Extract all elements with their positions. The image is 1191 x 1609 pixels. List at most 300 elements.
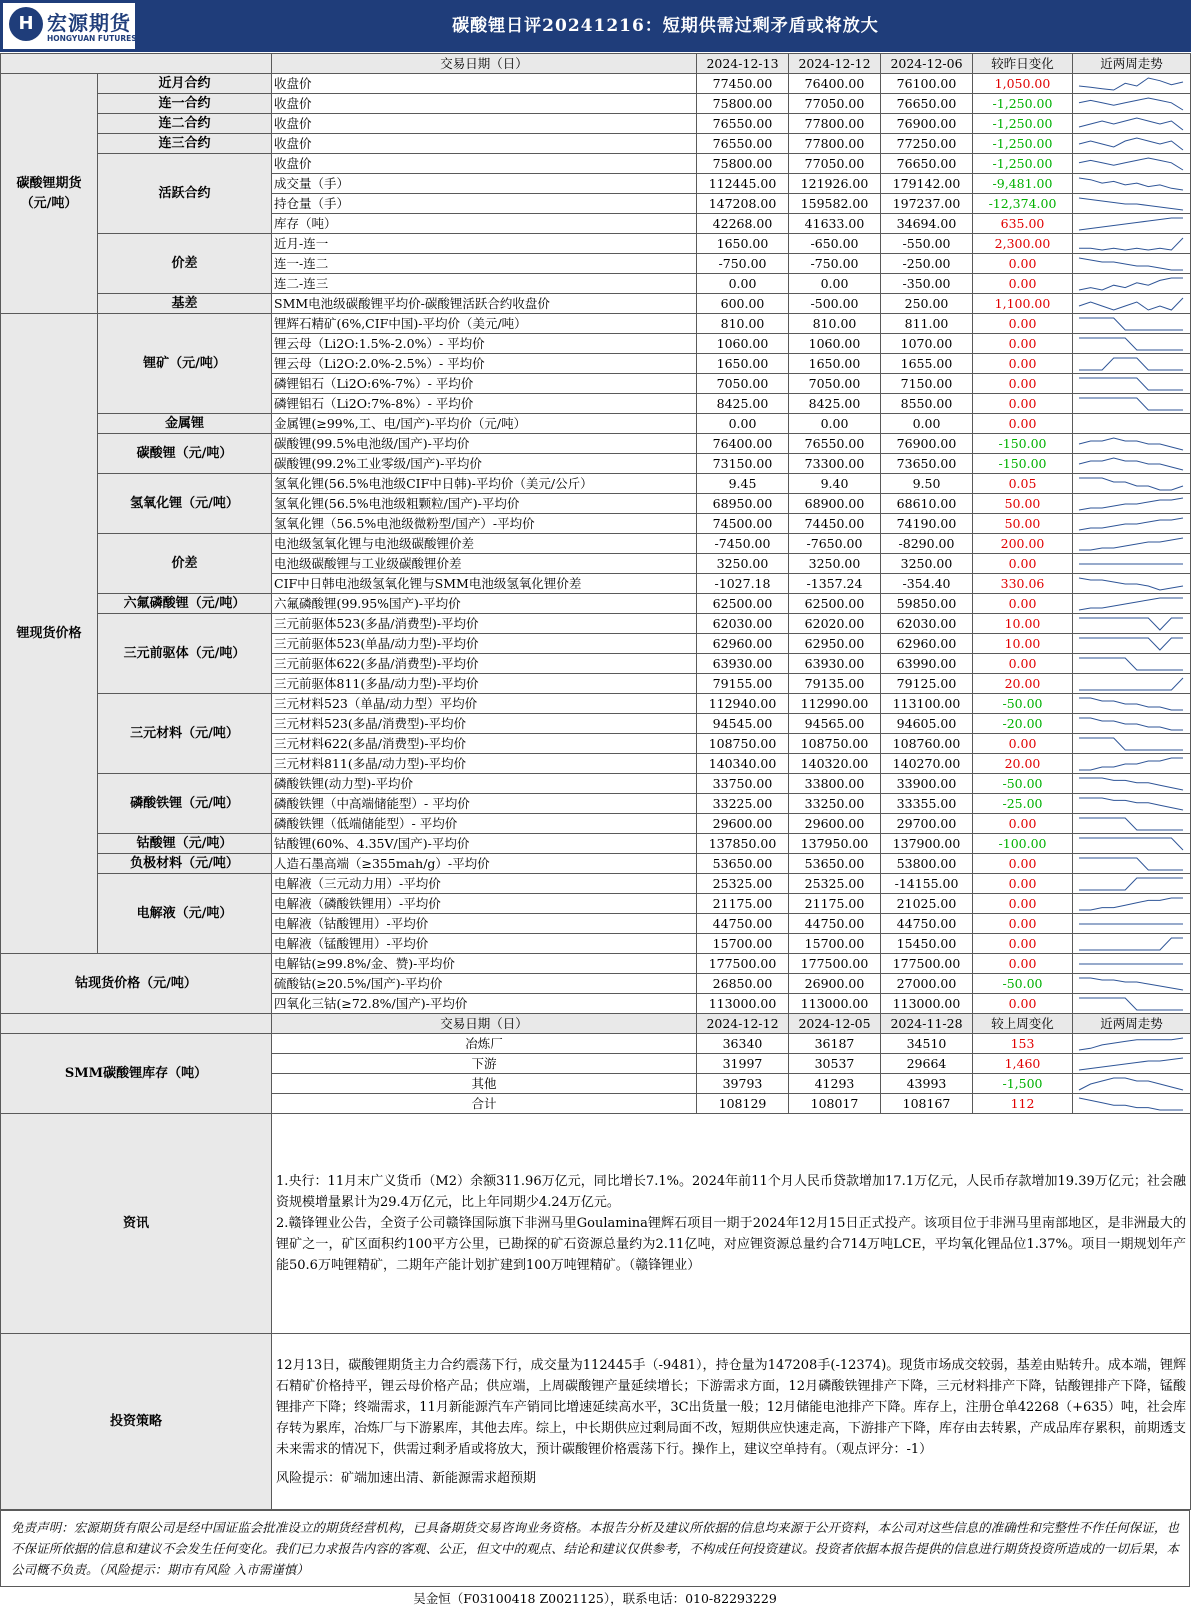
sparkline-chart — [1073, 415, 1189, 433]
value-cell: 25325.00 — [789, 874, 881, 894]
trend-sparkline — [1073, 814, 1191, 834]
value-cell: 44750.00 — [697, 914, 789, 934]
sparkline-chart — [1073, 675, 1189, 693]
trend-sparkline — [1073, 734, 1191, 754]
trend-sparkline — [1073, 134, 1191, 154]
risk-warning: 风险提示：矿端加速出清、新能源需求超预期 — [276, 1470, 537, 1486]
sparkline-chart — [1073, 155, 1189, 173]
sparkline-line — [1079, 198, 1183, 210]
sparkline-line — [1079, 478, 1183, 490]
sparkline-chart — [1073, 655, 1189, 673]
value-cell: 8425.00 — [697, 394, 789, 414]
value-cell: 108017 — [789, 1094, 881, 1114]
value-cell: 3250.00 — [881, 554, 973, 574]
trend-sparkline — [1073, 254, 1191, 274]
value-cell: 1650.00 — [697, 234, 789, 254]
value-cell: -750.00 — [789, 254, 881, 274]
footer-contact: 吴金恒（F03100418 Z0021125），联系电话：010-82293229 — [413, 1591, 777, 1606]
value-cell: 179142.00 — [881, 174, 973, 194]
value-cell: 76900.00 — [881, 434, 973, 454]
trend-sparkline — [1073, 94, 1191, 114]
trend-sparkline — [1073, 494, 1191, 514]
table-row — [1, 74, 1191, 94]
logo-chinese-name: 宏源期货 — [47, 11, 131, 35]
sparkline-chart — [1073, 215, 1189, 233]
trend-sparkline — [1073, 514, 1191, 534]
trend-sparkline — [1073, 854, 1191, 874]
sparkline-chart — [1073, 795, 1189, 813]
change-cell: 112 — [973, 1094, 1073, 1114]
table-row — [1, 774, 1191, 794]
group-label: 活跃合约 — [98, 154, 272, 234]
row-description: 锂辉石精矿(6%,CIF中国)-平均价（美元/吨） — [272, 314, 697, 334]
sparkline-chart — [1073, 835, 1189, 853]
trend-sparkline — [1073, 954, 1191, 974]
sparkline-chart — [1073, 815, 1189, 833]
sparkline-chart — [1073, 535, 1189, 553]
sparkline-line — [1079, 98, 1183, 110]
strategy-text: 12月13日，碳酸锂期货主力合约震荡下行，成交量为112445手（-9481），持仓量为147208手(-12374)。现货市场成交较弱，基差由贴转升。成本端，锂辉石精矿价格持平，锂云母价格产品；供应端，上周碳酸锂产量延续增长；下游需求方面，12月磷酸铁锂排产下降，三元材料排产下降，钴酸锂排产下降，锰酸锂排产下降；终端需求，11月新能源汽车产销同比增速延续高水平，3C出货量一般；12月储能电池排产下降。库存上，注册仓单42268（+635）吨，社会库存转为累库，冶炼厂与下游累库，其他去库。综上，中长期供应过剩局面不改，短期供应快速走高，下游排产下降，库存由去转累，产成品库存累积，前期透支未来需求的情况下，供需过剩矛盾或将放大，预计碳酸锂价格震荡下行。操作上，建议空单持有。（观点评分：-1） — [276, 1357, 1187, 1457]
trend-sparkline — [1073, 434, 1191, 454]
sparkline-chart — [1073, 355, 1189, 373]
value-cell: 53650.00 — [697, 854, 789, 874]
sparkline-line — [1079, 1058, 1183, 1070]
value-cell: 31997 — [697, 1054, 789, 1074]
sparkline-chart — [1073, 715, 1189, 733]
change-cell: 0.00 — [973, 914, 1073, 934]
row-description: 其他 — [272, 1074, 697, 1094]
row-description: 人造石墨高端（≥355mah/g）-平均价 — [272, 854, 697, 874]
group-label: 近月合约 — [98, 74, 272, 94]
sparkline-line — [1079, 838, 1183, 850]
row-description: 电解液（钴酸锂用）-平均价 — [272, 914, 697, 934]
sparkline-line — [1079, 998, 1183, 1010]
trend-sparkline — [1073, 114, 1191, 134]
sparkline-line — [1079, 298, 1183, 310]
change-cell: 10.00 — [973, 614, 1073, 634]
value-cell: 33800.00 — [789, 774, 881, 794]
trend-sparkline — [1073, 334, 1191, 354]
trend-sparkline — [1073, 614, 1191, 634]
row-description: 三元材料811(多晶/动力型)-平均价 — [272, 754, 697, 774]
change-cell: -50.00 — [973, 974, 1073, 994]
sparkline-line — [1079, 518, 1183, 530]
value-cell: 112990.00 — [789, 694, 881, 714]
value-cell: 53800.00 — [881, 854, 973, 874]
value-cell: 77450.00 — [697, 74, 789, 94]
sparkline-chart — [1073, 115, 1189, 133]
sparkline-chart — [1073, 755, 1189, 773]
sparkline-line — [1079, 498, 1183, 510]
row-description: 电解液（锰酸锂用）-平均价 — [272, 934, 697, 954]
news-item: 2.赣锋锂业公告，全资子公司赣锋国际旗下非洲马里Goulamina锂辉石项目一期于2024年12月15日正式投产。该项目位于非洲马里南部地区，是非洲最大的锂矿之一，矿区面积约100平方公里，已勘探的矿石资源总量约为2.11亿吨，对应锂资源总量约合714万吨LCE，平均氧化锂品位1.37%。项目一期规划年产能50.6万吨锂精矿，二期年产能计划扩建到100万吨锂精矿。（赣锋锂业） — [276, 1216, 1186, 1273]
value-cell: 3250.00 — [789, 554, 881, 574]
value-cell: 26850.00 — [697, 974, 789, 994]
row-description: 锂云母（Li2O:2.0%-2.5%）- 平均价 — [272, 354, 697, 374]
sparkline-line — [1079, 898, 1183, 910]
trend-sparkline — [1073, 154, 1191, 174]
value-cell: 250.00 — [881, 294, 973, 314]
value-cell: 76400.00 — [789, 74, 881, 94]
value-cell: 7050.00 — [789, 374, 881, 394]
group-label: 六氟磷酸锂（元/吨） — [98, 594, 272, 614]
trend-sparkline — [1073, 234, 1191, 254]
row-description: 硫酸钴(≥20.5%/国产)-平均价 — [272, 974, 697, 994]
value-cell: 94605.00 — [881, 714, 973, 734]
value-cell: 113000.00 — [881, 994, 973, 1014]
header-trend: 近两周走势 — [1073, 1014, 1191, 1034]
group-label: 连三合约 — [98, 134, 272, 154]
sparkline-line — [1079, 218, 1183, 230]
logo-english-name: HONGYUAN FUTURES — [47, 34, 137, 43]
value-cell: 137900.00 — [881, 834, 973, 854]
value-cell: 9.45 — [697, 474, 789, 494]
value-cell: 177500.00 — [789, 954, 881, 974]
change-cell: 0.00 — [973, 814, 1073, 834]
sparkline-line — [1079, 878, 1183, 890]
value-cell: 68950.00 — [697, 494, 789, 514]
value-cell: 0.00 — [789, 274, 881, 294]
table-row — [1, 534, 1191, 554]
group-label: 负极材料（元/吨） — [98, 854, 272, 874]
value-cell: 62960.00 — [697, 634, 789, 654]
sparkline-line — [1079, 858, 1183, 870]
value-cell: 62500.00 — [697, 594, 789, 614]
value-cell: 7050.00 — [697, 374, 789, 394]
group-label: 价差 — [98, 234, 272, 294]
change-cell: 0.00 — [973, 894, 1073, 914]
change-cell: 1,460 — [973, 1054, 1073, 1074]
value-cell: 43993 — [881, 1074, 973, 1094]
change-cell: 0.00 — [973, 274, 1073, 294]
trend-sparkline — [1073, 394, 1191, 414]
sparkline-line — [1079, 398, 1183, 410]
value-cell: 121926.00 — [789, 174, 881, 194]
row-description: 收盘价 — [272, 94, 697, 114]
row-description: 电解液（磷酸铁锂用）-平均价 — [272, 894, 697, 914]
sparkline-line — [1079, 678, 1183, 690]
trend-sparkline — [1073, 374, 1191, 394]
value-cell: 15700.00 — [697, 934, 789, 954]
row-description: 连二-连三 — [272, 274, 697, 294]
change-cell: 2,300.00 — [973, 234, 1073, 254]
sparkline-line — [1079, 158, 1183, 170]
value-cell: 21175.00 — [697, 894, 789, 914]
value-cell: 76900.00 — [881, 114, 973, 134]
sparkline-chart — [1073, 315, 1189, 333]
sparkline-line — [1079, 718, 1183, 730]
sparkline-chart — [1073, 255, 1189, 273]
value-cell: 27000.00 — [881, 974, 973, 994]
value-cell: 177500.00 — [881, 954, 973, 974]
value-cell: -1027.18 — [697, 574, 789, 594]
group-label: 氢氧化锂（元/吨） — [98, 474, 272, 534]
row-description: 锂云母（Li2O:1.5%-2.0%）- 平均价 — [272, 334, 697, 354]
group-label: 钴酸锂（元/吨） — [98, 834, 272, 854]
trend-sparkline — [1073, 194, 1191, 214]
value-cell: 140320.00 — [789, 754, 881, 774]
value-cell: 62960.00 — [881, 634, 973, 654]
value-cell: 68900.00 — [789, 494, 881, 514]
value-cell: -7650.00 — [789, 534, 881, 554]
sparkline-line — [1079, 538, 1183, 550]
report-title: 碳酸锂日评20241216：短期供需过剩矛盾或将放大 — [452, 16, 879, 36]
sparkline-chart — [1073, 595, 1189, 613]
sparkline-chart — [1073, 375, 1189, 393]
row-description: 电解液（三元动力用）-平均价 — [272, 874, 697, 894]
value-cell: 25325.00 — [697, 874, 789, 894]
row-description: 三元材料523（单晶/动力型）平均价 — [272, 694, 697, 714]
change-cell: 0.00 — [973, 594, 1073, 614]
change-cell: -1,250.00 — [973, 134, 1073, 154]
value-cell: 94565.00 — [789, 714, 881, 734]
sparkline-chart — [1073, 335, 1189, 353]
sparkline-line — [1079, 778, 1183, 790]
change-cell: 0.00 — [973, 254, 1073, 274]
value-cell: -354.40 — [881, 574, 973, 594]
value-cell: 108129 — [697, 1094, 789, 1114]
sparkline-chart — [1073, 615, 1189, 633]
value-cell: 810.00 — [697, 314, 789, 334]
sparkline-line — [1079, 438, 1183, 450]
value-cell: 140270.00 — [881, 754, 973, 774]
sparkline-chart — [1073, 735, 1189, 753]
value-cell: 108167 — [881, 1094, 973, 1114]
sparkline-line — [1079, 258, 1183, 270]
header-date-label: 交易日期（日） — [272, 1014, 697, 1034]
change-cell: 0.00 — [973, 854, 1073, 874]
sparkline-line — [1079, 598, 1183, 610]
change-cell: -12,374.00 — [973, 194, 1073, 214]
sparkline-line — [1079, 638, 1183, 650]
table-row — [1, 414, 1191, 434]
value-cell: 0.00 — [789, 414, 881, 434]
value-cell: 9.40 — [789, 474, 881, 494]
value-cell: 73300.00 — [789, 454, 881, 474]
value-cell: 33355.00 — [881, 794, 973, 814]
value-cell: 1060.00 — [697, 334, 789, 354]
sparkline-chart — [1073, 1095, 1189, 1113]
trend-sparkline — [1073, 294, 1191, 314]
table-header-row — [1, 1014, 1191, 1034]
news-row — [1, 1114, 1191, 1334]
sparkline-chart — [1073, 1035, 1189, 1053]
value-cell: 63930.00 — [697, 654, 789, 674]
value-cell: 41293 — [789, 1074, 881, 1094]
value-cell: 26900.00 — [789, 974, 881, 994]
change-cell: 200.00 — [973, 534, 1073, 554]
table-row — [1, 314, 1191, 334]
row-description: 电解钴(≥99.8%/金、赞)-平均价 — [272, 954, 697, 974]
value-cell: -8290.00 — [881, 534, 973, 554]
change-cell: 0.00 — [973, 934, 1073, 954]
table-row — [1, 154, 1191, 174]
trend-sparkline — [1073, 694, 1191, 714]
change-cell: 0.00 — [973, 314, 1073, 334]
value-cell: 74500.00 — [697, 514, 789, 534]
trend-sparkline — [1073, 1034, 1191, 1054]
row-description: 金属锂(≥99%,工、电/国产)-平均价（元/吨） — [272, 414, 697, 434]
trend-sparkline — [1073, 1054, 1191, 1074]
table-row — [1, 694, 1191, 714]
row-description: 磷锂铝石（Li2O:7%-8%）- 平均价 — [272, 394, 697, 414]
row-description: CIF中日韩电池级氢氧化锂与SMM电池级氢氧化锂价差 — [272, 574, 697, 594]
sparkline-chart — [1073, 955, 1189, 973]
disclaimer: 免责声明：宏源期货有限公司是经中国证监会批准设立的期货经营机构，已具备期货交易咨询业务资格。本报告分析及建议所依据的信息均来源于公开资料，本公司对这些信息的准确性和完整性不作任何保证，也不保证所依据的信息和建议不会发生任何变化。我们已力求报告内容的客观、公正，但文中的观点、结论和建议仅供参考，不构成任何投资建议。投资者依据本报告提供的信息进行期货投资所造成的一切后果，本公司概不负责。（风险提示：期市有风险 入市需谨慎） — [0, 1510, 1190, 1587]
sparkline-chart — [1073, 455, 1189, 473]
sparkline-chart — [1073, 695, 1189, 713]
spacer — [276, 1460, 1186, 1468]
table-row — [1, 114, 1191, 134]
value-cell: 21025.00 — [881, 894, 973, 914]
value-cell: 159582.00 — [789, 194, 881, 214]
sparkline-line — [1079, 338, 1183, 350]
table-row — [1, 1034, 1191, 1054]
trend-sparkline — [1073, 934, 1191, 954]
table-row — [1, 854, 1191, 874]
trend-sparkline — [1073, 874, 1191, 894]
trend-sparkline — [1073, 74, 1191, 94]
sparkline-chart — [1073, 495, 1189, 513]
value-cell: 8425.00 — [789, 394, 881, 414]
sparkline-chart — [1073, 995, 1189, 1013]
value-cell: 62020.00 — [789, 614, 881, 634]
value-cell: 108750.00 — [697, 734, 789, 754]
sparkline-chart — [1073, 635, 1189, 653]
sparkline-line — [1079, 758, 1183, 770]
row-description: SMM电池级碳酸锂平均价-碳酸锂活跃合约收盘价 — [272, 294, 697, 314]
value-cell: 75800.00 — [697, 154, 789, 174]
value-cell: 34510 — [881, 1034, 973, 1054]
value-cell: 74450.00 — [789, 514, 881, 534]
sparkline-chart — [1073, 295, 1189, 313]
value-cell: 811.00 — [881, 314, 973, 334]
value-cell: 63930.00 — [789, 654, 881, 674]
value-cell: 74190.00 — [881, 514, 973, 534]
sparkline-chart — [1073, 875, 1189, 893]
change-cell: -25.00 — [973, 794, 1073, 814]
value-cell: 42268.00 — [697, 214, 789, 234]
change-cell: -100.00 — [973, 834, 1073, 854]
value-cell: 137850.00 — [697, 834, 789, 854]
header-date: 2024-12-12 — [789, 54, 881, 74]
row-description: 库存（吨） — [272, 214, 697, 234]
sparkline-line — [1079, 738, 1183, 750]
value-cell: 79125.00 — [881, 674, 973, 694]
value-cell: 197237.00 — [881, 194, 973, 214]
value-cell: 76550.00 — [789, 434, 881, 454]
table-row — [1, 434, 1191, 454]
value-cell: 77050.00 — [789, 154, 881, 174]
trend-sparkline — [1073, 534, 1191, 554]
value-cell: 62950.00 — [789, 634, 881, 654]
sparkline-chart — [1073, 435, 1189, 453]
header-date: 2024-11-28 — [881, 1014, 973, 1034]
change-cell: 0.00 — [973, 414, 1073, 434]
value-cell: 34694.00 — [881, 214, 973, 234]
trend-sparkline — [1073, 214, 1191, 234]
value-cell: 113000.00 — [789, 994, 881, 1014]
value-cell: 177500.00 — [697, 954, 789, 974]
sparkline-line — [1079, 178, 1183, 190]
header-date: 2024-12-06 — [881, 54, 973, 74]
row-description: 近月-连一 — [272, 234, 697, 254]
value-cell: 33225.00 — [697, 794, 789, 814]
value-cell: 77800.00 — [789, 134, 881, 154]
strategy-row — [1, 1334, 1191, 1510]
value-cell: 77800.00 — [789, 114, 881, 134]
value-cell: 113000.00 — [697, 994, 789, 1014]
change-cell: 0.05 — [973, 474, 1073, 494]
value-cell: 29600.00 — [697, 814, 789, 834]
change-cell: 20.00 — [973, 754, 1073, 774]
sparkline-line — [1079, 318, 1183, 330]
value-cell: 600.00 — [697, 294, 789, 314]
trend-sparkline — [1073, 994, 1191, 1014]
row-description: 碳酸锂(99.5%电池级/国产)-平均价 — [272, 434, 697, 454]
trend-sparkline — [1073, 174, 1191, 194]
sparkline-line — [1079, 798, 1183, 810]
header-change: 较上周变化 — [973, 1014, 1073, 1034]
sparkline-line — [1079, 978, 1183, 990]
value-cell: -14155.00 — [881, 874, 973, 894]
value-cell: 113100.00 — [881, 694, 973, 714]
row-description: 冶炼厂 — [272, 1034, 697, 1054]
value-cell: 29664 — [881, 1054, 973, 1074]
value-cell: 33250.00 — [789, 794, 881, 814]
value-cell: 33750.00 — [697, 774, 789, 794]
trend-sparkline — [1073, 974, 1191, 994]
change-cell: 0.00 — [973, 654, 1073, 674]
sparkline-chart — [1073, 915, 1189, 933]
header-change: 较昨日变化 — [973, 54, 1073, 74]
value-cell: 76550.00 — [697, 114, 789, 134]
change-cell: -1,250.00 — [973, 114, 1073, 134]
value-cell: 63990.00 — [881, 654, 973, 674]
group-label: 碳酸锂（元/吨） — [98, 434, 272, 474]
row-description: 持仓量（手） — [272, 194, 697, 214]
change-cell: -9,481.00 — [973, 174, 1073, 194]
row-description: 收盘价 — [272, 154, 697, 174]
value-cell: 9.50 — [881, 474, 973, 494]
value-cell: 3250.00 — [697, 554, 789, 574]
trend-sparkline — [1073, 1094, 1191, 1114]
value-cell: 21175.00 — [789, 894, 881, 914]
sparkline-line — [1079, 238, 1183, 250]
value-cell: 1070.00 — [881, 334, 973, 354]
sparkline-chart — [1073, 575, 1189, 593]
sparkline-chart — [1073, 275, 1189, 293]
value-cell: 147208.00 — [697, 194, 789, 214]
table-row — [1, 134, 1191, 154]
value-cell: 29600.00 — [789, 814, 881, 834]
header-blank — [1, 54, 272, 74]
value-cell: -7450.00 — [697, 534, 789, 554]
group-label: 电解液（元/吨） — [98, 874, 272, 954]
sparkline-line — [1079, 618, 1183, 630]
change-cell: 0.00 — [973, 874, 1073, 894]
row-description: 电池级碳酸锂与工业级碳酸锂价差 — [272, 554, 697, 574]
value-cell: 77050.00 — [789, 94, 881, 114]
trend-sparkline — [1073, 714, 1191, 734]
table-row — [1, 874, 1191, 894]
sparkline-line — [1079, 458, 1183, 470]
report-header — [0, 0, 1191, 52]
row-description: 收盘价 — [272, 134, 697, 154]
value-cell: 810.00 — [789, 314, 881, 334]
sparkline-chart — [1073, 935, 1189, 953]
value-cell: 112445.00 — [697, 174, 789, 194]
